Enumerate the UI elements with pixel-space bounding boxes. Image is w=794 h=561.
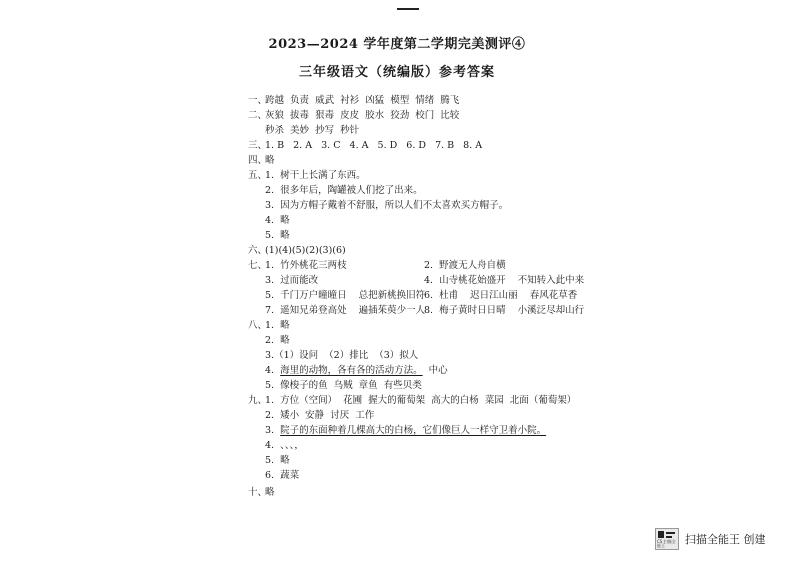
logo-lettering: CS 扫描全能王 [657, 539, 676, 548]
q8-item-4 [265, 365, 448, 377]
q8-label: 八、 [248, 320, 268, 331]
q10-label: 十、 [248, 487, 268, 498]
q1-label: 一、 [248, 95, 268, 106]
q9-item-5: 5. 略 [265, 455, 290, 466]
q9-item-3 [265, 425, 546, 437]
q4-answer: 略 [265, 155, 275, 166]
q2-label: 二、 [248, 110, 268, 121]
q9-item-3-underlined: 院子的东面种着几棵高大的白杨，它们像巨人一样守卫着小院。 [280, 425, 547, 436]
q4-label: 四、 [248, 155, 268, 166]
q9-item-6: 6. 蔬菜 [265, 470, 300, 481]
q7-left-3: 5. 千门万户曈曈日 总把新桃换旧符 [265, 290, 426, 301]
q7-left-4: 7. 遥知兄弟登高处 遍插茱萸少一人 [265, 305, 426, 316]
q3-answer: 1. B 2. A 3. C 4. A 5. D 6. D 7. B 8. A [265, 140, 483, 151]
camscanner-logo-icon [655, 528, 679, 550]
q9-label: 九、 [248, 395, 268, 406]
q8-item-4-number: 4. [265, 365, 275, 376]
q7-right-4: 8. 梅子黄时日日晴 小溪泛尽却山行 [424, 305, 585, 316]
q2-answer-line1: 灰狼 拔毒 狠毒 皮皮 胶水 狡劲 校门 比较 [265, 110, 460, 121]
q5-item-2: 2. 很多年后，陶罐被人们挖了出来。 [265, 185, 423, 196]
q5-item-4: 4. 略 [265, 215, 290, 226]
q6-answer: (1)(4)(5)(2)(3)(6) [265, 245, 346, 256]
q8-item-3: 3.（1）设问 （2）排比 （3）拟人 [265, 350, 419, 361]
q8-item-5: 5. 像梭子的鱼 乌贼 章鱼 有些贝类 [265, 380, 422, 391]
q7-left-2: 3. 过而能改 [265, 275, 319, 286]
q6-label: 六、 [248, 245, 268, 256]
q7-label: 七、 [248, 260, 268, 271]
q7-right-1: 2. 野渡无人舟自横 [424, 260, 506, 271]
q7-right-3: 6. 杜甫 迟日江山丽 春风花草香 [424, 290, 578, 301]
page-subtitle: 三年级语文（统编版）参考答案 [298, 65, 495, 80]
page-title: 2023—2024 学年度第二学期完美测评④ [268, 37, 526, 52]
q3-label: 三、 [248, 140, 268, 151]
scanner-watermark [655, 528, 766, 550]
q5-label: 五、 [248, 170, 268, 181]
q10-answer: 略 [265, 487, 275, 498]
q5-item-5: 5. 略 [265, 230, 290, 241]
top-dash-mark [397, 8, 419, 10]
q7-left-1: 1. 竹外桃花三两枝 [265, 260, 347, 271]
q5-item-3: 3. 因为方帽子戴着不舒服，所以人们不太喜欢买方帽子。 [265, 200, 509, 211]
q8-item-4-tail: 中心 [422, 365, 448, 376]
q1-answer: 跨越 负责 威武 衬衫 凶猛 模型 情绪 腾飞 [265, 95, 460, 106]
q5-item-1: 1. 树干上长满了东西。 [265, 170, 366, 181]
q8-item-1: 1. 略 [265, 320, 290, 331]
scanner-created-text: 扫描全能王 创建 [685, 533, 766, 546]
q7-right-2: 4. 山寺桃花始盛开 不知转入此中来 [424, 275, 585, 286]
q9-item-4: 4. 、、、， [265, 440, 304, 451]
q8-item-2: 2. 略 [265, 335, 290, 346]
q9-item-2: 2. 矮小 安静 讨厌 工作 [265, 410, 375, 421]
q9-item-3-number: 3. [265, 425, 275, 436]
q8-item-4-underlined: 海里的动物，各有各的活动方法。 [280, 365, 423, 376]
q9-item-1: 1. 方位（空间） 花圃 握大的葡萄架 高大的白杨 菜园 北面（葡萄架） [265, 395, 577, 406]
q2-answer-line2: 秒杀 美妙 抄写 秒针 [265, 125, 360, 136]
